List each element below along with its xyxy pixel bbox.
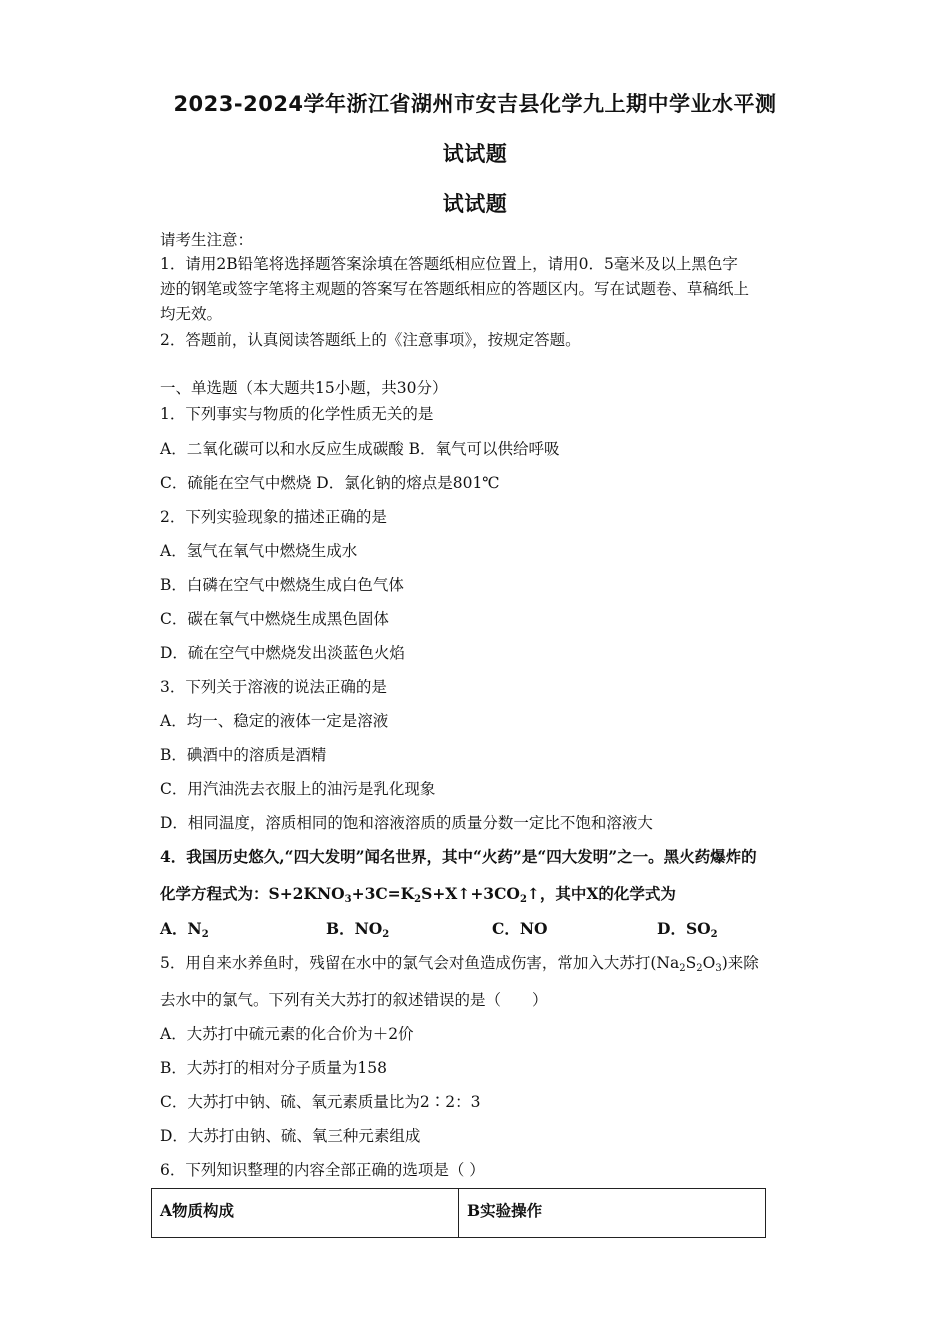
q6-stem: 6．下列知识整理的内容全部正确的选项是（ ）: [160, 1161, 485, 1179]
q3-option-c: C．用汽油洗去衣服上的油污是乳化现象: [160, 780, 436, 798]
q4-eq-part4: ↑，其中X的化学式为: [526, 884, 676, 903]
q4-option-b: [326, 917, 389, 940]
section-heading: 一、单选题（本大题共15小题，共30分）: [160, 379, 448, 397]
q3-stem: 3．下列关于溶液的说法正确的是: [160, 678, 387, 696]
q4-option-b-sub: 2: [382, 929, 390, 940]
q5-stem-part1: 5．用自来水养鱼时，残留在水中的氯气会对鱼造成伤害，常加入大苏打(Na: [160, 954, 680, 972]
q5-stem-line1: [160, 951, 759, 974]
q4-option-b-text: B．NO: [326, 919, 383, 938]
exam-title-line2: 试试题: [442, 142, 508, 166]
q3-option-a: A．均一、稳定的液体一定是溶液: [160, 712, 389, 730]
q4-eq-sub2a: 2: [414, 894, 422, 905]
q2-option-b: B．白磷在空气中燃烧生成白色气体: [160, 576, 404, 594]
q5-sub-o: 3: [715, 963, 722, 974]
q4-eq-part1: 化学方程式为：S+2KNO: [160, 884, 345, 903]
q5-option-d: D．大苏打由钠、硫、氧三种元素组成: [160, 1127, 421, 1145]
q1-options-ab: A．二氧化碳可以和水反应生成碳酸 B．氧气可以供给呼吸: [160, 440, 560, 458]
q5-stem-part2: S: [685, 954, 697, 972]
q4-option-d-text: D．SO: [657, 919, 711, 938]
q5-stem-part4: )来除: [721, 954, 759, 972]
notice-item2: 2．答题前，认真阅读答题纸上的《注意事项》，按规定答题。: [160, 331, 581, 349]
q5-option-b: B．大苏打的相对分子质量为158: [160, 1059, 387, 1077]
q4-stem-line2: [160, 882, 676, 905]
q5-stem-part3: O: [702, 954, 716, 972]
notice-item1-line1: 1．请用2B铅笔将选择题答案涂填在答题纸相应位置上，请用0．5毫米及以上黑色字: [160, 255, 738, 273]
q4-option-a-sub: 2: [201, 929, 209, 940]
q5-sub-s: 2: [696, 963, 703, 974]
q6-table: [151, 1188, 766, 1238]
q6-table-row: [152, 1189, 766, 1238]
q6-cell-b: B实验操作: [459, 1189, 766, 1238]
q4-eq-part3: S+X↑+3CO: [421, 884, 520, 903]
q4-option-d-sub: 2: [710, 929, 718, 940]
q2-option-d: D．硫在空气中燃烧发出淡蓝色火焰: [160, 644, 405, 662]
q5-sub-na: 2: [679, 963, 686, 974]
q4-option-a: [160, 917, 209, 940]
q5-stem-line2: 去水中的氯气。下列有关大苏打的叙述错误的是（ ）: [160, 991, 548, 1009]
q4-option-a-text: A．N: [160, 919, 202, 938]
q4-option-d: [657, 917, 718, 940]
q4-eq-sub3: 3: [344, 894, 352, 905]
q5-option-c: C．大苏打中钠、硫、氧元素质量比为2∶2：3: [160, 1093, 481, 1111]
q4-eq-sub2b: 2: [519, 894, 527, 905]
notice-item1-line3: 均无效。: [160, 305, 223, 323]
q2-option-c: C．碳在氧气中燃烧生成黑色固体: [160, 610, 389, 628]
q4-eq-part2: +3C=K: [351, 884, 415, 903]
q2-stem: 2．下列实验现象的描述正确的是: [160, 508, 387, 526]
notice-heading: 请考生注意：: [160, 231, 254, 249]
q4-option-c: C．NO: [492, 919, 548, 938]
exam-title-line3: 试试题: [442, 192, 508, 216]
q5-option-a: A．大苏打中硫元素的化合价为＋2价: [160, 1025, 414, 1043]
q3-option-d: D．相同温度，溶质相同的饱和溶液溶质的质量分数一定比不饱和溶液大: [160, 814, 653, 832]
q2-option-a: A．氢气在氧气中燃烧生成水: [160, 542, 358, 560]
q1-stem: 1．下列事实与物质的化学性质无关的是: [160, 405, 434, 423]
q3-option-b: B．碘酒中的溶质是酒精: [160, 746, 327, 764]
q6-cell-a: A物质构成: [152, 1189, 459, 1238]
exam-title-line1: 2023-2024学年浙江省湖州市安吉县化学九上期中学业水平测: [173, 92, 777, 116]
q1-options-cd: C．硫能在空气中燃烧 D．氯化钠的熔点是801℃: [160, 474, 500, 492]
notice-item1-line2: 迹的钢笔或签字笔将主观题的答案写在答题纸相应的答题区内。写在试题卷、草稿纸上: [160, 280, 750, 298]
q4-stem-line1: 4．我国历史悠久,“四大发明”闻名世界，其中“火药”是“四大发明”之一。黑火药爆炸的: [160, 847, 757, 866]
